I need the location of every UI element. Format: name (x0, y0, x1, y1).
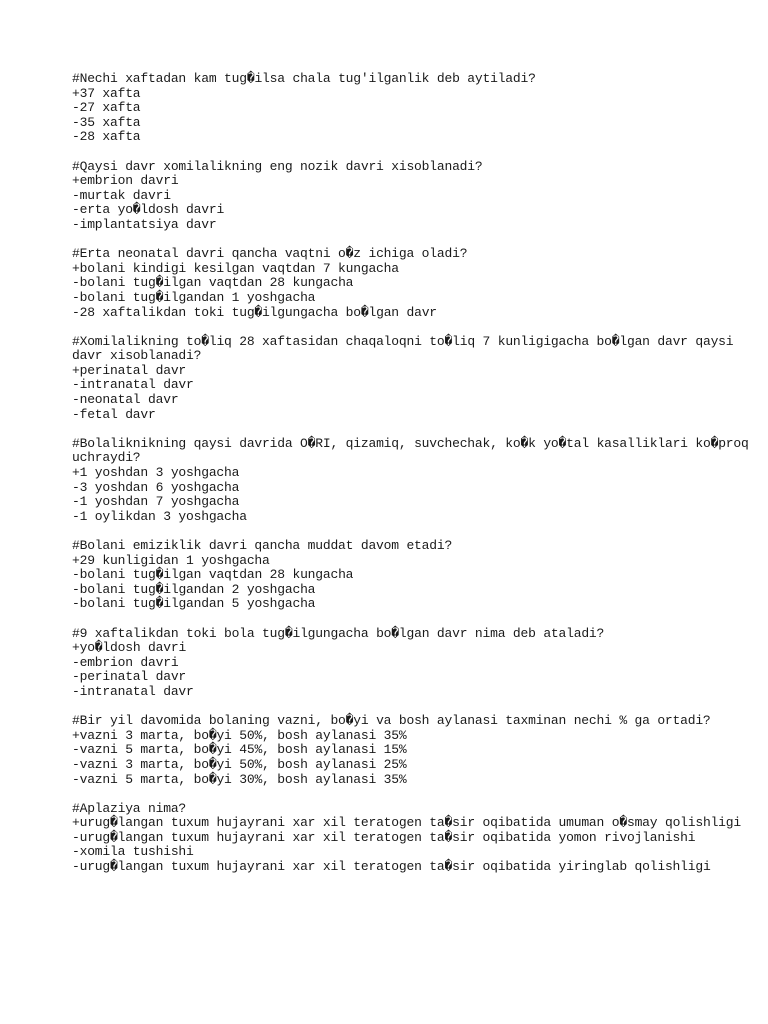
question-text: #Xomilalikning to�liq 28 xaftasidan chaqaloqni to�liq 7 kunligigacha bo�lgan davr qaysi davr xisoblanadi? (72, 333, 741, 364)
answer-option: -perinatal davr (72, 669, 187, 685)
question-text: #9 xaftalikdan toki bola tug�ilgungacha bo�lgan davr nima deb ataladi? (72, 625, 605, 641)
answer-option: -1 yoshdan 7 yoshgacha (72, 494, 240, 510)
answer-option: +yo�ldosh davri (72, 640, 187, 656)
question-block (72, 247, 752, 320)
answer-option: -1 oylikdan 3 yoshgacha (72, 508, 247, 524)
answer-option: -bolani tug�ilgandan 5 yoshgacha (72, 596, 316, 612)
answer-option: -embrion davri (72, 654, 179, 670)
question-block (72, 435, 757, 525)
question-text: #Nechi xaftadan kam tug�ilsa chala tug'ilganlik deb aytiladi? (72, 71, 536, 86)
answer-option: -28 xaftalikdan toki tug�ilgungacha bo�lgan davr (72, 304, 437, 320)
answer-option: +embrion davri (72, 173, 179, 189)
answer-option: +29 kunligidan 1 yoshgacha (72, 552, 270, 568)
answer-option: +perinatal davr (72, 362, 187, 378)
answer-option: -28 xafta (72, 129, 141, 145)
question-block (72, 72, 752, 145)
answer-option: +37 xafta (72, 85, 141, 101)
answer-option: -vazni 5 marta, bo�yi 30%, bosh aylanasi 35% (72, 771, 407, 787)
question-block (72, 802, 752, 875)
answer-option: -murtak davri (72, 187, 171, 203)
question-text: #Aplaziya nima? (72, 800, 187, 816)
answer-option: -27 xafta (72, 100, 141, 116)
question-block (72, 714, 752, 787)
question-text: #Erta neonatal davri qancha vaqtni o�z ichiga oladi? (72, 246, 468, 262)
answer-option: -35 xafta (72, 114, 141, 130)
answer-option: -implantatsiya davr (72, 216, 217, 232)
answer-option: -intranatal davr (72, 377, 194, 393)
answer-option: -urug�langan tuxum hujayrani xar xil teratogen ta�sir oqibatida yiringlab qolishligi (72, 859, 711, 875)
answer-option: +bolani kindigi kesilgan vaqtdan 7 kungacha (72, 260, 399, 276)
answer-option: -bolani tug�ilgandan 1 yoshgacha (72, 289, 316, 305)
question-block (72, 627, 752, 700)
question-text: #Bir yil davomida bolaning vazni, bo�yi va bosh aylanasi taxminan nechi % ga ortadi? (72, 713, 711, 729)
answer-option: -bolani tug�ilgan vaqtdan 28 kungacha (72, 567, 354, 583)
answer-option: -urug�langan tuxum hujayrani xar xil teratogen ta�sir oqibatida yomon rivojlanishi (72, 829, 696, 845)
question-block (72, 539, 752, 612)
answer-option: -vazni 5 marta, bo�yi 45%, bosh aylanasi 15% (72, 742, 407, 758)
answer-option: -bolani tug�ilgandan 2 yoshgacha (72, 581, 316, 597)
answer-option: -xomila tushishi (72, 844, 194, 860)
answer-option: +vazni 3 marta, bo�yi 50%, bosh aylanasi 35% (72, 727, 407, 743)
question-text: #Qaysi davr xomilalikning eng nozik davri xisoblanadi? (72, 158, 483, 174)
question-text: #Bolaliknikning qaysi davrida O�RI, qizamiq, suvchechak, ko�k yo�tal kasalliklari ko�proq uchraydi? (72, 435, 757, 466)
answer-option: -vazni 3 marta, bo�yi 50%, bosh aylanasi 25% (72, 756, 407, 772)
answer-option: -intranatal davr (72, 683, 194, 699)
question-block (72, 160, 752, 233)
question-text: #Bolani emiziklik davri qancha muddat davom etadi? (72, 538, 453, 553)
answer-option: -fetal davr (72, 406, 156, 422)
answer-option: -bolani tug�ilgan vaqtdan 28 kungacha (72, 275, 354, 291)
answer-option: +1 yoshdan 3 yoshgacha (72, 465, 240, 481)
answer-option: -3 yoshdan 6 yoshgacha (72, 479, 240, 495)
answer-option: -erta yo�ldosh davri (72, 202, 225, 218)
answer-option: -neonatal davr (72, 392, 179, 408)
question-block (72, 335, 752, 423)
document-page (72, 71, 757, 889)
answer-option: +urug�langan tuxum hujayrani xar xil teratogen ta�sir oqibatida umuman o�smay qolishligi (72, 815, 741, 831)
